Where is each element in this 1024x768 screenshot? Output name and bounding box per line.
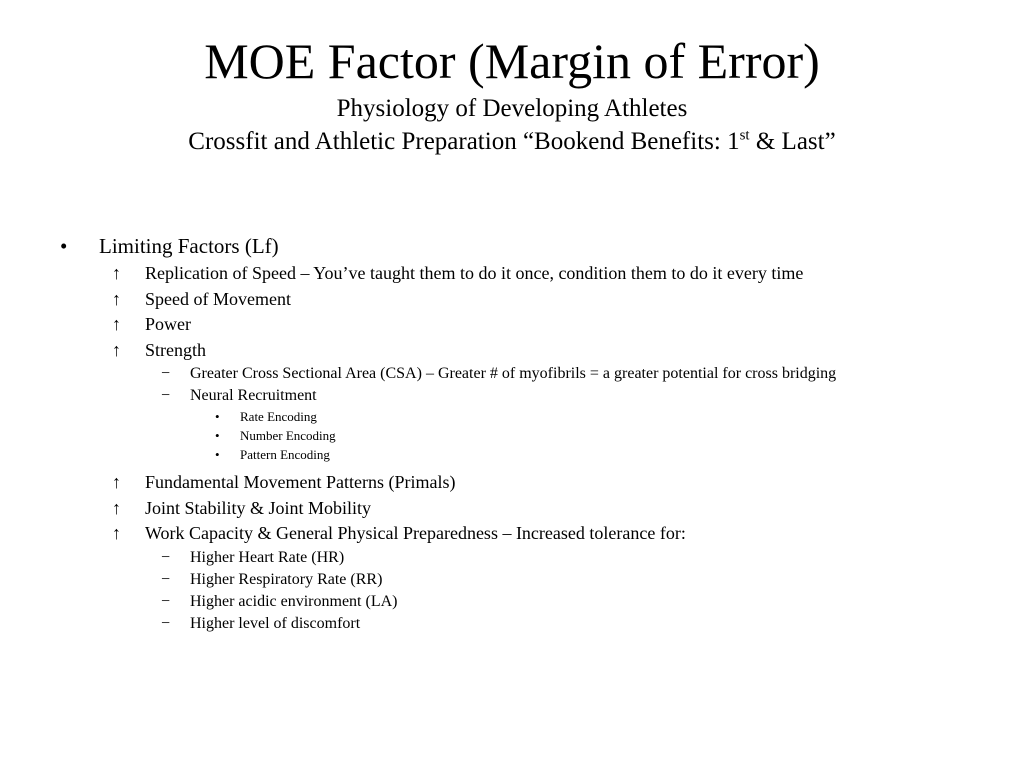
dash-marker: − [161,570,171,588]
list-item-level-1 [0,232,1024,261]
arrow-up-icon: ↑ [112,314,121,334]
list-item-text: Number Encoding [240,428,336,443]
arrow-up-icon: ↑ [112,339,121,360]
bullet-marker: • [60,234,68,258]
bullet-marker: • [215,409,220,424]
subtitle-secondary-superscript: st [739,127,750,144]
list-item-level-2 [0,470,1024,496]
dash-marker: − [161,592,171,610]
bullet-marker: • [215,447,220,462]
list-item-text: Higher Heart Rate (HR) [190,548,345,566]
list-item-level-3 [0,385,1024,407]
subtitle-secondary-prefix: Crossfit and Athletic Preparation “Bookend Benefits: 1 [188,128,740,155]
list-item-text: Higher level of discomfort [190,614,361,632]
slide-subtitle: Physiology of Developing Athletes [336,95,688,122]
list-item-level-2 [0,521,1024,547]
list-item-text: Work Capacity & General Physical Preparedness – Increased tolerance for: [145,523,686,543]
dash-marker: − [161,614,171,632]
list-item-level-3 [0,363,1024,385]
list-item-text: Fundamental Movement Patterns (Primals) [145,472,456,492]
list-item-level-3 [0,547,1024,569]
list-item-text: Higher acidic environment (LA) [190,592,398,610]
list-item-text: Replication of Speed – You’ve taught them to do it once, condition them to do it every time [145,263,804,283]
list-item-text: Joint Stability & Joint Mobility [145,497,372,518]
list-item-text: Limiting Factors (Lf) [99,234,279,258]
title-block [0,30,1024,158]
list-item-level-2 [0,496,1024,522]
list-item-text: Higher Respiratory Rate (RR) [190,570,383,588]
arrow-up-icon: ↑ [112,523,121,543]
slide-title: MOE Factor (Margin of Error) [204,33,820,89]
arrow-up-icon: ↑ [112,263,121,283]
arrow-up-icon: ↑ [112,288,121,309]
dash-marker: − [161,548,171,566]
arrow-up-icon: ↑ [112,497,121,518]
list-item-text: Rate Encoding [240,409,317,424]
list-item-level-3 [0,591,1024,613]
dash-marker: − [161,365,171,382]
arrow-up-icon: ↑ [112,472,121,492]
list-item-text: Speed of Movement [145,288,291,309]
list-item-level-2 [0,261,1024,287]
dash-marker: − [161,387,171,404]
list-item-level-3 [0,569,1024,591]
list-item-level-4 [0,426,1024,445]
list-item-text: Power [145,314,191,334]
bullet-marker: • [215,428,220,443]
list-item-text: Neural Recruitment [190,387,317,404]
list-item-text: Strength [145,339,206,360]
subtitle-secondary-suffix: & Last” [749,128,836,155]
list-item-level-2 [0,312,1024,338]
bullet-list [0,232,1024,635]
slide-subtitle-secondary [0,125,1024,158]
list-item-level-4 [0,407,1024,426]
list-item-level-4 [0,445,1024,464]
list-item-level-2 [0,287,1024,313]
list-item-level-2 [0,338,1024,364]
list-item-text: Pattern Encoding [240,447,330,462]
list-item-level-3 [0,613,1024,635]
list-item-text: Greater Cross Sectional Area (CSA) – Greater # of myofibrils = a greater potential for cross bridging [190,365,837,382]
